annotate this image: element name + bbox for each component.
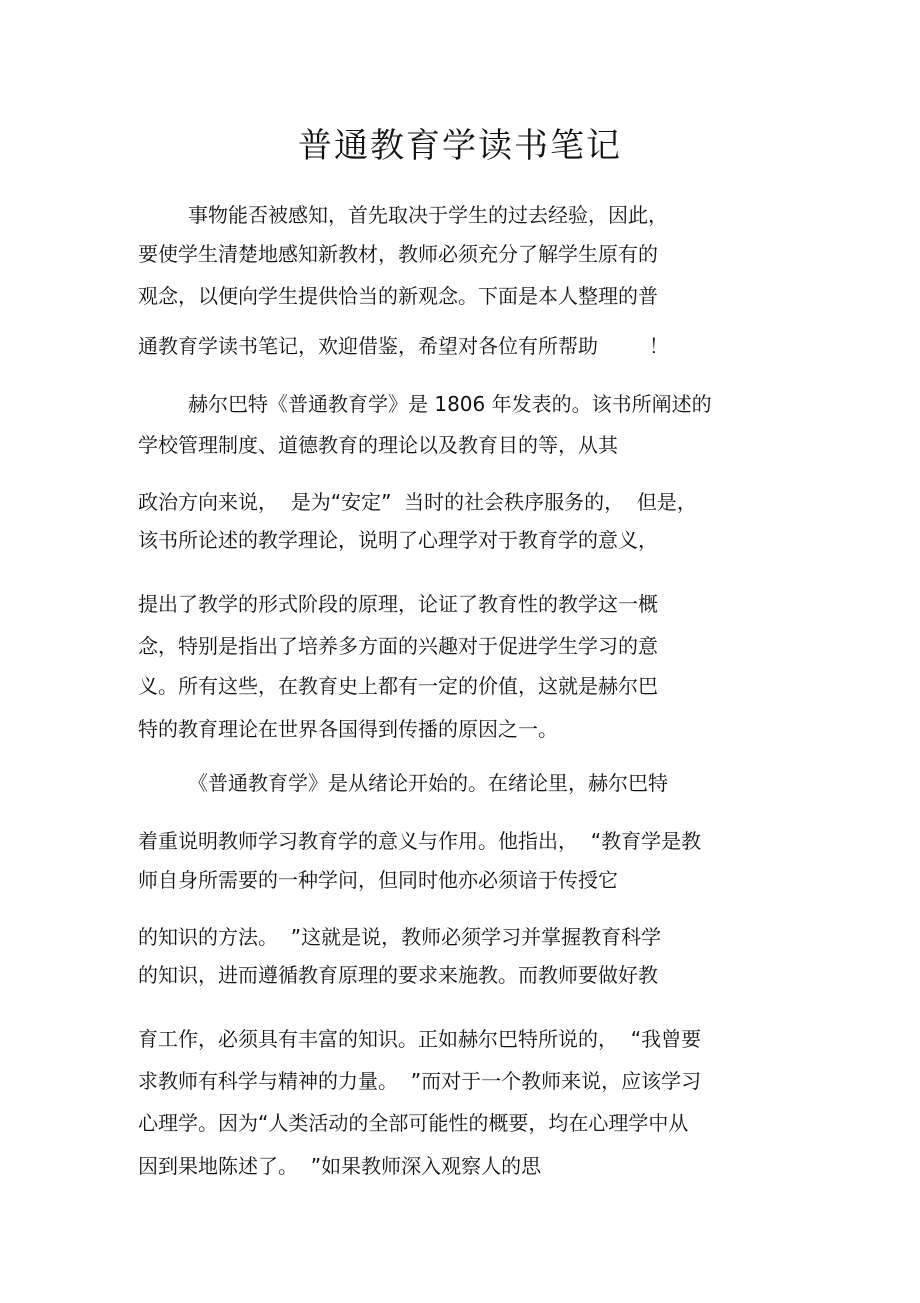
paragraph-line: 育工作，必须具有丰富的知识。正如赫尔巴特所说的， “我曾要 [138,1027,702,1051]
paragraph-line: 的知识，进而遵循教育原理的要求来施教。而教师要做好教 [138,963,658,987]
paragraph-line: 该书所论述的教学理论，说明了心理学对于教育学的意义， [138,528,658,552]
paragraph-line: 特的教育理论在世界各国得到传播的原因之一。 [138,717,558,741]
paragraph-line: 赫尔巴特《普通教育学》是 1806 年发表的。该书所阐述的 [188,392,712,416]
paragraph-line: 学校管理制度、道德教育的理论以及教育目的等，从其 [138,433,618,457]
paragraph-line: 求教师有科学与精神的力量。 ”而对于一个教师来说，应该学习 [138,1069,702,1093]
paragraph-line: 观念，以便向学生提供恰当的新观念。下面是本人整理的普 [138,284,658,308]
paragraph-line: 提出了教学的形式阶段的原理，论证了教育性的教学这一概 [138,592,658,616]
paragraph-line: 师自身所需要的一种学问，但同时他亦必须谙于传授它 [138,868,618,892]
paragraph-line: 要使学生清楚地感知新教材，教师必须充分了解学生原有的 [138,242,658,266]
paragraph-line: 着重说明教师学习教育学的意义与作用。他指出， “教育学是教 [138,829,702,853]
document-title: 普通教育学读书笔记 [298,126,622,166]
paragraph-line: 念，特别是指出了培养多方面的兴趣对于促进学生学习的意 [138,634,658,658]
paragraph-line: 的知识的方法。 ”这就是说，教师必须学习并掌握教育科学 [138,925,662,949]
paragraph-line: 通教育学读书笔记，欢迎借鉴，希望对各位有所帮助 ！ [138,334,669,358]
paragraph-line: 事物能否被感知，首先取决于学生的过去经验，因此， [188,203,668,227]
paragraph-line: 政治方向来说， 是为“安定” 当时的社会秩序服务的， 但是， [138,490,697,514]
paragraph-line: 心理学。因为“人类活动的全部可能性的概要，均在心理学中从 [138,1111,689,1135]
paragraph-line: 义。所有这些，在教育史上都有一定的价值，这就是赫尔巴 [138,674,658,698]
paragraph-line: 因到果地陈述了。 ”如果教师深入观察人的思 [138,1154,542,1178]
paragraph-line: 《普通教育学》是从绪论开始的。在绪论里，赫尔巴特 [188,771,668,795]
